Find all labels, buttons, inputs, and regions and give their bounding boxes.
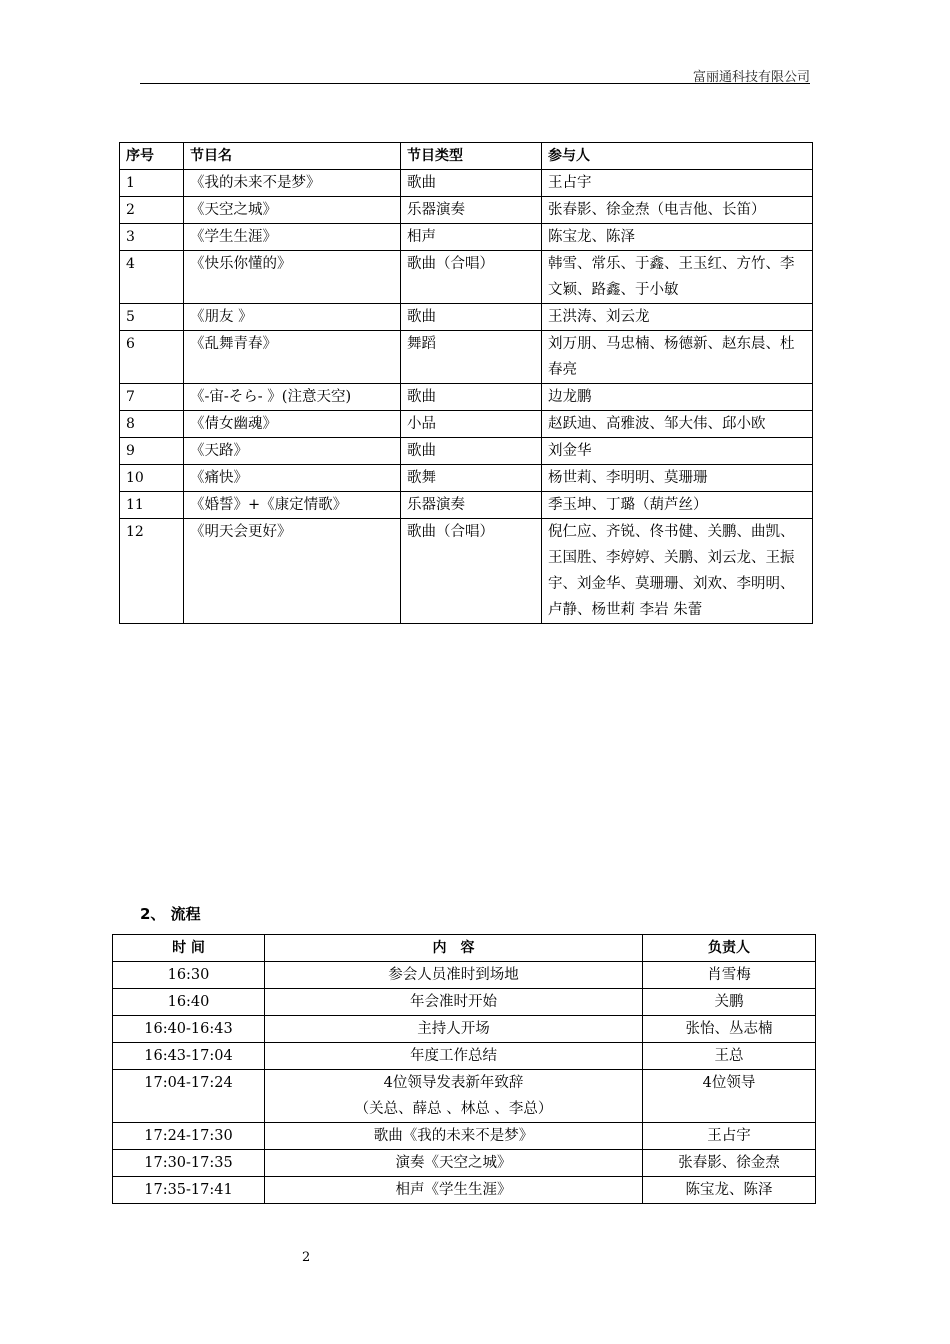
table-row (113, 1016, 816, 1043)
cell-index: 12 (120, 519, 184, 624)
cell-type: 小品 (401, 411, 542, 438)
cell-title: 《朋友 》 (184, 304, 401, 331)
cell-type: 歌曲 (401, 384, 542, 411)
table-row (120, 438, 813, 465)
cell-index: 8 (120, 411, 184, 438)
column-header-title: 节目名 (184, 143, 401, 170)
cell-owner: 关鹏 (643, 989, 816, 1016)
cell-owner: 陈宝龙、陈泽 (643, 1177, 816, 1204)
column-header-participants: 参与人 (542, 143, 813, 170)
cell-index: 9 (120, 438, 184, 465)
cell-title: 《明天会更好》 (184, 519, 401, 624)
program-table (119, 142, 813, 624)
cell-time: 16:30 (113, 962, 265, 989)
cell-content: 相声《学生生涯》 (265, 1177, 643, 1204)
table-row (120, 197, 813, 224)
cell-title: 《婚誓》+《康定情歌》 (184, 492, 401, 519)
cell-participants: 韩雪、常乐、于鑫、王玉红、方竹、李文颖、路鑫、于小敏 (542, 251, 813, 304)
cell-type: 舞蹈 (401, 331, 542, 384)
cell-participants: 边龙鹏 (542, 384, 813, 411)
cell-participants: 刘金华 (542, 438, 813, 465)
table-row (113, 1043, 816, 1070)
table-row (120, 331, 813, 384)
cell-index: 11 (120, 492, 184, 519)
table-row (120, 170, 813, 197)
cell-index: 3 (120, 224, 184, 251)
cell-time: 16:40 (113, 989, 265, 1016)
table-header-row (120, 143, 813, 170)
cell-index: 2 (120, 197, 184, 224)
cell-type: 歌舞 (401, 465, 542, 492)
cell-participants: 倪仁应、齐锐、佟书健、关鹏、曲凯、王国胜、李婷婷、关鹏、刘云龙、王振宇、刘金华、莫珊珊、刘欢、李明明、卢静、杨世莉 李岩 朱蕾 (542, 519, 813, 624)
cell-title: 《天路》 (184, 438, 401, 465)
cell-index: 10 (120, 465, 184, 492)
cell-participants: 王洪涛、刘云龙 (542, 304, 813, 331)
cell-content: 主持人开场 (265, 1016, 643, 1043)
cell-type: 歌曲（合唱） (401, 519, 542, 624)
section-title-flow: 2、 流程 (140, 905, 201, 923)
cell-type: 歌曲 (401, 304, 542, 331)
cell-index: 4 (120, 251, 184, 304)
column-header-index: 序号 (120, 143, 184, 170)
cell-title: 《-宙-そら- 》(注意天空) (184, 384, 401, 411)
cell-content: 年会准时开始 (265, 989, 643, 1016)
table-row (120, 492, 813, 519)
cell-participants: 刘万朋、马忠楠、杨德新、赵东晨、杜春亮 (542, 331, 813, 384)
cell-owner: 张怡、丛志楠 (643, 1016, 816, 1043)
table-row (113, 962, 816, 989)
table-row (113, 1123, 816, 1150)
cell-title: 《我的未来不是梦》 (184, 170, 401, 197)
cell-time: 17:30-17:35 (113, 1150, 265, 1177)
column-header-content: 内 容 (265, 935, 643, 962)
cell-type: 乐器演奏 (401, 197, 542, 224)
column-header-type: 节目类型 (401, 143, 542, 170)
column-header-time: 时 间 (113, 935, 265, 962)
table-row (120, 384, 813, 411)
cell-type: 歌曲 (401, 170, 542, 197)
cell-owner: 张春影、徐金焘 (643, 1150, 816, 1177)
cell-index: 7 (120, 384, 184, 411)
cell-content-note: （关总、薛总 、林总 、李总） (354, 1101, 553, 1117)
cell-title: 《天空之城》 (184, 197, 401, 224)
cell-type: 乐器演奏 (401, 492, 542, 519)
table-row (113, 989, 816, 1016)
cell-participants: 张春影、徐金焘（电吉他、长笛） (542, 197, 813, 224)
cell-participants: 陈宝龙、陈泽 (542, 224, 813, 251)
cell-owner: 王占宇 (643, 1123, 816, 1150)
header-company-name: 富丽通科技有限公司 (692, 70, 810, 85)
cell-owner: 肖雪梅 (643, 962, 816, 989)
cell-time: 16:40-16:43 (113, 1016, 265, 1043)
cell-participants: 王占宇 (542, 170, 813, 197)
cell-title: 《快乐你懂的》 (184, 251, 401, 304)
table-row (120, 224, 813, 251)
cell-owner: 4位领导 (643, 1070, 816, 1123)
table-row (113, 1150, 816, 1177)
table-header-row (113, 935, 816, 962)
cell-time: 17:24-17:30 (113, 1123, 265, 1150)
column-header-owner: 负责人 (643, 935, 816, 962)
cell-time: 16:43-17:04 (113, 1043, 265, 1070)
table-row (120, 304, 813, 331)
table-row (113, 1070, 816, 1123)
cell-index: 1 (120, 170, 184, 197)
cell-content: 演奏《天空之城》 (265, 1150, 643, 1177)
table-row (120, 519, 813, 624)
cell-type: 歌曲 (401, 438, 542, 465)
cell-participants: 杨世莉、李明明、莫珊珊 (542, 465, 813, 492)
cell-participants: 季玉坤、丁璐（葫芦丝） (542, 492, 813, 519)
cell-type: 相声 (401, 224, 542, 251)
cell-type: 歌曲（合唱） (401, 251, 542, 304)
cell-participants: 赵跃迪、高雅波、邹大伟、邱小欧 (542, 411, 813, 438)
table-row (113, 1177, 816, 1204)
table-row (120, 411, 813, 438)
cell-index: 6 (120, 331, 184, 384)
cell-owner: 王总 (643, 1043, 816, 1070)
cell-content: 歌曲《我的未来不是梦》 (265, 1123, 643, 1150)
cell-content-line: 4位领导发表新年致辞 (383, 1075, 524, 1091)
table-row (120, 465, 813, 492)
header-divider (140, 83, 810, 84)
cell-title: 《倩女幽魂》 (184, 411, 401, 438)
cell-time: 17:04-17:24 (113, 1070, 265, 1123)
cell-content (265, 1070, 643, 1123)
cell-index: 5 (120, 304, 184, 331)
table-row (120, 251, 813, 304)
page-number: 2 (302, 1250, 311, 1265)
cell-title: 《痛快》 (184, 465, 401, 492)
cell-title: 《学生生涯》 (184, 224, 401, 251)
cell-title: 《乱舞青春》 (184, 331, 401, 384)
cell-content: 参会人员准时到场地 (265, 962, 643, 989)
cell-time: 17:35-17:41 (113, 1177, 265, 1204)
cell-content: 年度工作总结 (265, 1043, 643, 1070)
flow-table (112, 934, 816, 1204)
